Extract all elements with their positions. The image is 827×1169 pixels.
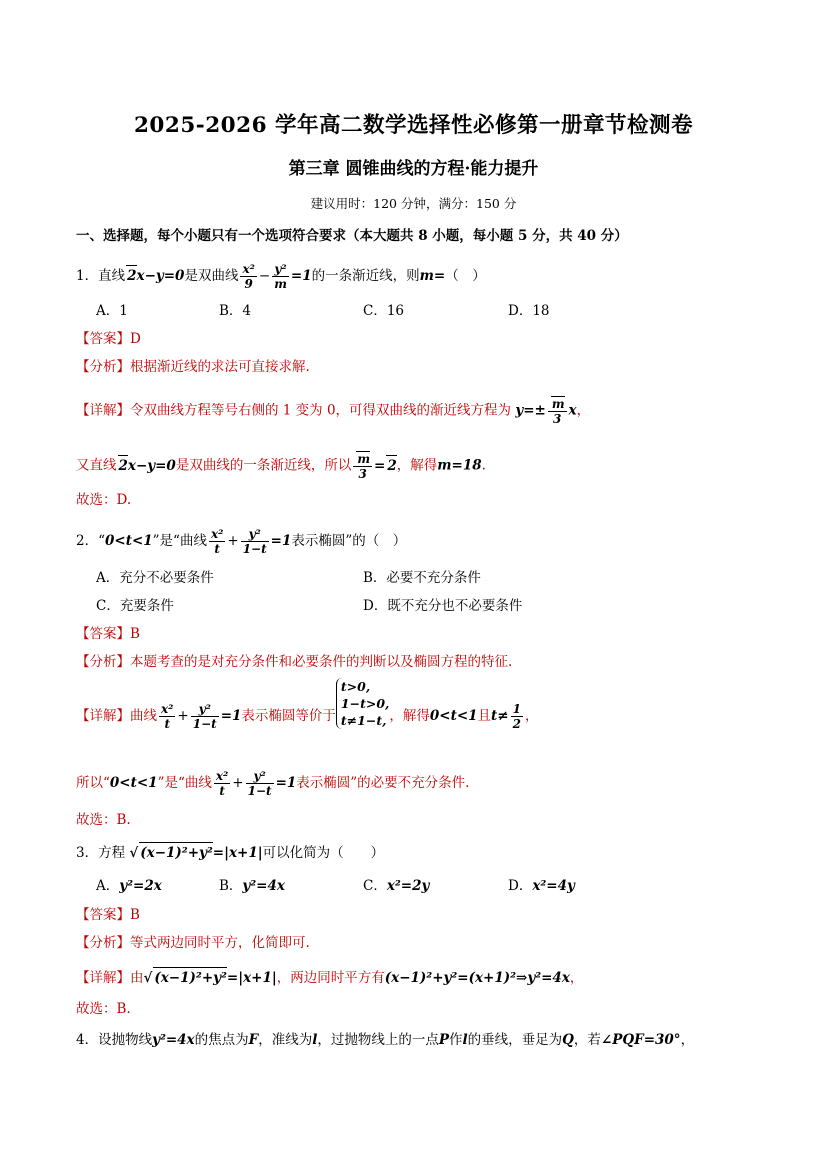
- q3-answer: 【答案】B: [76, 907, 140, 923]
- q1-analysis: 【分析】根据渐近线的求法可直接求解.: [76, 359, 310, 375]
- question-1-stem: 1．直线 2x−y=0是双曲线 $\frac{\text{x²}}{9}$ − $\frac{\text{y²}}{m}$ =1的一条渐近线，则m=（ ）: [76, 262, 486, 291]
- q3-analysis: 【分析】等式两边同时平方，化简即可.: [76, 935, 310, 951]
- q3-option-c: C．x²=2y: [363, 878, 430, 894]
- q3-option-d: D．x²=4y: [508, 878, 575, 894]
- q1-choose: 故选：D.: [76, 492, 132, 508]
- q2-option-d: D．既不充分也不必要条件: [363, 598, 523, 614]
- chapter-subtitle: 第三章 圆锥曲线的方程·能力提升: [288, 159, 539, 179]
- q2-option-c: C．充要条件: [96, 598, 174, 614]
- section-heading: 一、选择题，每个小题只有一个选项符合要求（本大题共 8 小题，每小题 5 分，共 40 分）: [76, 228, 628, 244]
- question-3-stem: 3．方程 √ (x−1)²+y²=|x+1|可以化简为（ ）: [76, 842, 384, 863]
- q1-option-c: C．16: [363, 303, 405, 319]
- q3-choose: 故选：B.: [76, 1001, 131, 1017]
- q3-option-b: B．y²=4x: [219, 878, 285, 894]
- page-title: 2025-2026 学年高二数学选择性必修第一册章节检测卷: [133, 113, 694, 138]
- q2-conclusion: 所以“0<t<1”是“曲线 $\frac{\text{x²}}{t}$ + $\frac{\text{y²}}{1-t}$ =1表示椭圆”的必要不充分条件.: [76, 769, 470, 798]
- q2-choose: 故选：B.: [76, 812, 131, 828]
- q2-detail: 【详解】曲线 $\frac{\text{x²}}{t}$ + $\frac{\text{y²}}{1-t}$ =1表示椭圆等价于 t>0, 1−t>0, t≠1−t, ，解得0<t<1且t≠ $\frac{1}{2}$ ，: [76, 679, 539, 731]
- q3-detail: 【详解】由√ (x−1)²+y²=|x+1|，两边同时平方有(x−1)²+y²=(x+1)²⇒y²=4x，: [76, 967, 583, 988]
- question-4-stem: 4．设抛物线y²=4x的焦点为F，准线为l，过抛物线上的一点P作l的垂线，垂足为Q，若∠PQF=30°，: [76, 1032, 695, 1048]
- q1-option-b: B．4: [219, 303, 252, 319]
- q1-option-a: A．1: [96, 303, 128, 319]
- question-2-stem: 2．“0<t<1”是“曲线 $\frac{\text{x²}}{t}$ + $\frac{\text{y²}}{1-t}$ =1表示椭圆”的（ ）: [76, 527, 407, 556]
- q1-answer: 【答案】D: [76, 331, 141, 347]
- q1-option-d: D．18: [508, 303, 550, 319]
- q2-option-b: B．必要不充分条件: [363, 570, 481, 586]
- exam-meta: 建议用时：120 分钟，满分：150 分: [310, 196, 517, 211]
- q2-analysis: 【分析】本题考查的是对充分条件和必要条件的判断以及椭圆方程的特征.: [76, 654, 513, 670]
- q2-answer: 【答案】B: [76, 626, 140, 642]
- q1-detail-2: 又直线 2x−y=0是双曲线的一条渐近线，所以 $\frac{m}{3}$ = 2，解得m=18.: [76, 452, 486, 481]
- q2-option-a: A．充分不必要条件: [96, 570, 214, 586]
- q1-detail-1: 【详解】令双曲线方程等号右侧的 1 变为 0，可得双曲线的渐近线方程为 y=± $\frac{m}{3}$ x，: [76, 397, 591, 426]
- q3-option-a: A．y²=2x: [96, 878, 162, 894]
